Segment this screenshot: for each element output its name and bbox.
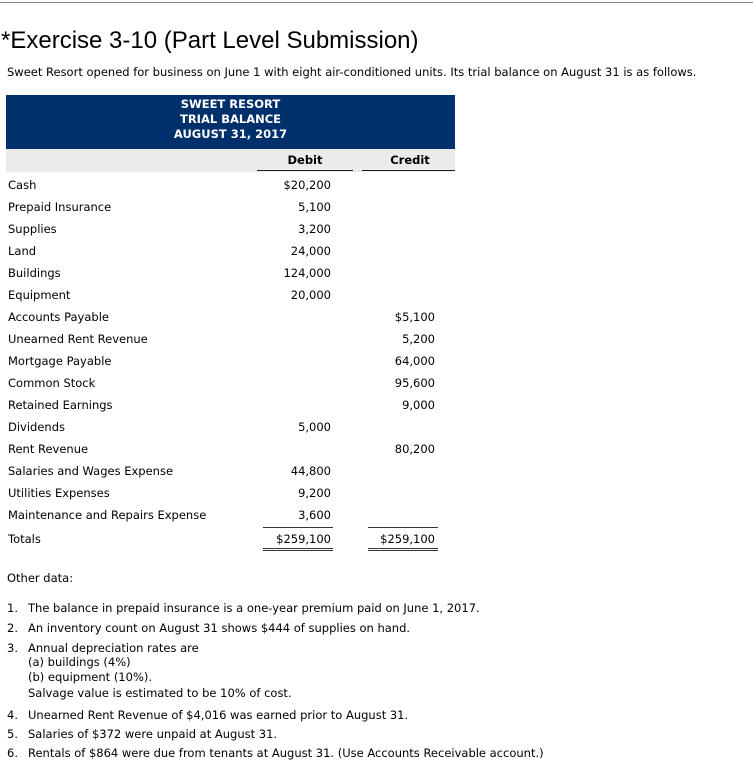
account-name: Supplies xyxy=(8,222,57,236)
totals-credit: $259,100 xyxy=(380,532,435,546)
debit-amount: 44,800 xyxy=(290,464,331,478)
list-text: Annual depreciation rates are xyxy=(28,641,199,655)
company-name: SWEET RESORT xyxy=(180,97,281,111)
debit-amount: 24,000 xyxy=(290,244,331,258)
table-row xyxy=(8,310,438,328)
table-row xyxy=(8,486,438,504)
table-row xyxy=(8,288,438,306)
table-row xyxy=(8,376,438,394)
account-name: Dividends xyxy=(8,420,66,434)
table-row xyxy=(8,332,438,350)
credit-column-header: Credit xyxy=(390,153,430,167)
list-number: 2. xyxy=(7,621,18,635)
account-name: Equipment xyxy=(8,288,71,302)
list-text: Unearned Rent Revenue of $4,016 was earned prior to August 31. xyxy=(28,708,409,722)
account-name: Mortgage Payable xyxy=(8,354,112,368)
totals-debit: $259,100 xyxy=(276,532,331,546)
credit-amount: 95,600 xyxy=(394,376,435,390)
table-row xyxy=(8,222,438,240)
credit-total-rule xyxy=(368,527,438,528)
account-name: Retained Earnings xyxy=(8,398,113,412)
statement-date: AUGUST 31, 2017 xyxy=(173,127,288,141)
debit-double-rule-2 xyxy=(263,550,333,551)
debit-double-rule-1 xyxy=(263,548,333,549)
debit-total-rule xyxy=(263,527,333,528)
totals-label: Totals xyxy=(8,532,41,546)
credit-amount: 64,000 xyxy=(394,354,435,368)
depreciation-buildings: (a) buildings (4%) xyxy=(28,655,131,669)
column-header-row xyxy=(6,149,455,172)
trial-balance-header xyxy=(6,95,455,149)
account-name: Rent Revenue xyxy=(8,442,89,456)
intro-text: Sweet Resort opened for business on June 1 with eight air-conditioned units. Its trial balance on August 31 is as follows. xyxy=(7,65,697,79)
list-number: 4. xyxy=(7,708,18,722)
debit-amount: 3,200 xyxy=(298,222,331,236)
account-name: Cash xyxy=(8,178,37,192)
account-name: Land xyxy=(8,244,37,258)
account-name: Common Stock xyxy=(8,376,96,390)
table-row xyxy=(8,508,438,526)
statement-name: TRIAL BALANCE xyxy=(179,112,282,126)
credit-header-underline xyxy=(362,170,455,171)
debit-column-header: Debit xyxy=(287,153,323,167)
debit-amount: 5,000 xyxy=(298,420,331,434)
credit-double-rule-1 xyxy=(368,548,438,549)
table-row xyxy=(8,464,438,482)
account-name: Buildings xyxy=(8,266,61,280)
credit-amount: $5,100 xyxy=(394,310,435,324)
list-number: 1. xyxy=(7,601,18,615)
table-row xyxy=(8,354,438,372)
list-text: The balance in prepaid insurance is a one-year premium paid on June 1, 2017. xyxy=(28,601,480,615)
depreciation-equipment: (b) equipment (10%). xyxy=(28,670,153,684)
table-row xyxy=(8,420,438,438)
table-row xyxy=(8,398,438,416)
top-divider xyxy=(0,2,753,3)
other-data-heading: Other data: xyxy=(7,571,74,585)
table-row xyxy=(8,442,438,460)
account-name: Accounts Payable xyxy=(8,310,109,324)
debit-header-underline xyxy=(257,170,353,171)
table-row xyxy=(8,200,438,218)
debit-amount: 3,600 xyxy=(298,508,331,522)
table-row xyxy=(8,266,438,284)
account-name: Salaries and Wages Expense xyxy=(8,464,174,478)
credit-amount: 80,200 xyxy=(394,442,435,456)
list-number: 3. xyxy=(7,641,18,655)
list-number: 6. xyxy=(7,746,18,760)
page-title: *Exercise 3-10 (Part Level Submission) xyxy=(1,27,419,54)
account-name: Maintenance and Repairs Expense xyxy=(8,508,207,522)
list-text: An inventory count on August 31 shows $444 of supplies on hand. xyxy=(28,621,411,635)
account-name: Utilities Expenses xyxy=(8,486,110,500)
table-row xyxy=(8,178,438,196)
salvage-note: Salvage value is estimated to be 10% of cost. xyxy=(28,686,292,700)
debit-amount: 9,200 xyxy=(298,486,331,500)
account-name: Prepaid Insurance xyxy=(8,200,112,214)
account-name: Unearned Rent Revenue xyxy=(8,332,148,346)
list-text: Rentals of $864 were due from tenants at August 31. (Use Accounts Receivable account.) xyxy=(28,746,544,760)
debit-amount: 124,000 xyxy=(283,266,331,280)
credit-amount: 9,000 xyxy=(402,398,435,412)
credit-double-rule-2 xyxy=(368,550,438,551)
table-row xyxy=(8,244,438,262)
debit-amount: 5,100 xyxy=(298,200,331,214)
credit-amount: 5,200 xyxy=(402,332,435,346)
debit-amount: $20,200 xyxy=(283,178,331,192)
debit-amount: 20,000 xyxy=(290,288,331,302)
list-number: 5. xyxy=(7,727,18,741)
list-text: Salaries of $372 were unpaid at August 31. xyxy=(28,727,278,741)
